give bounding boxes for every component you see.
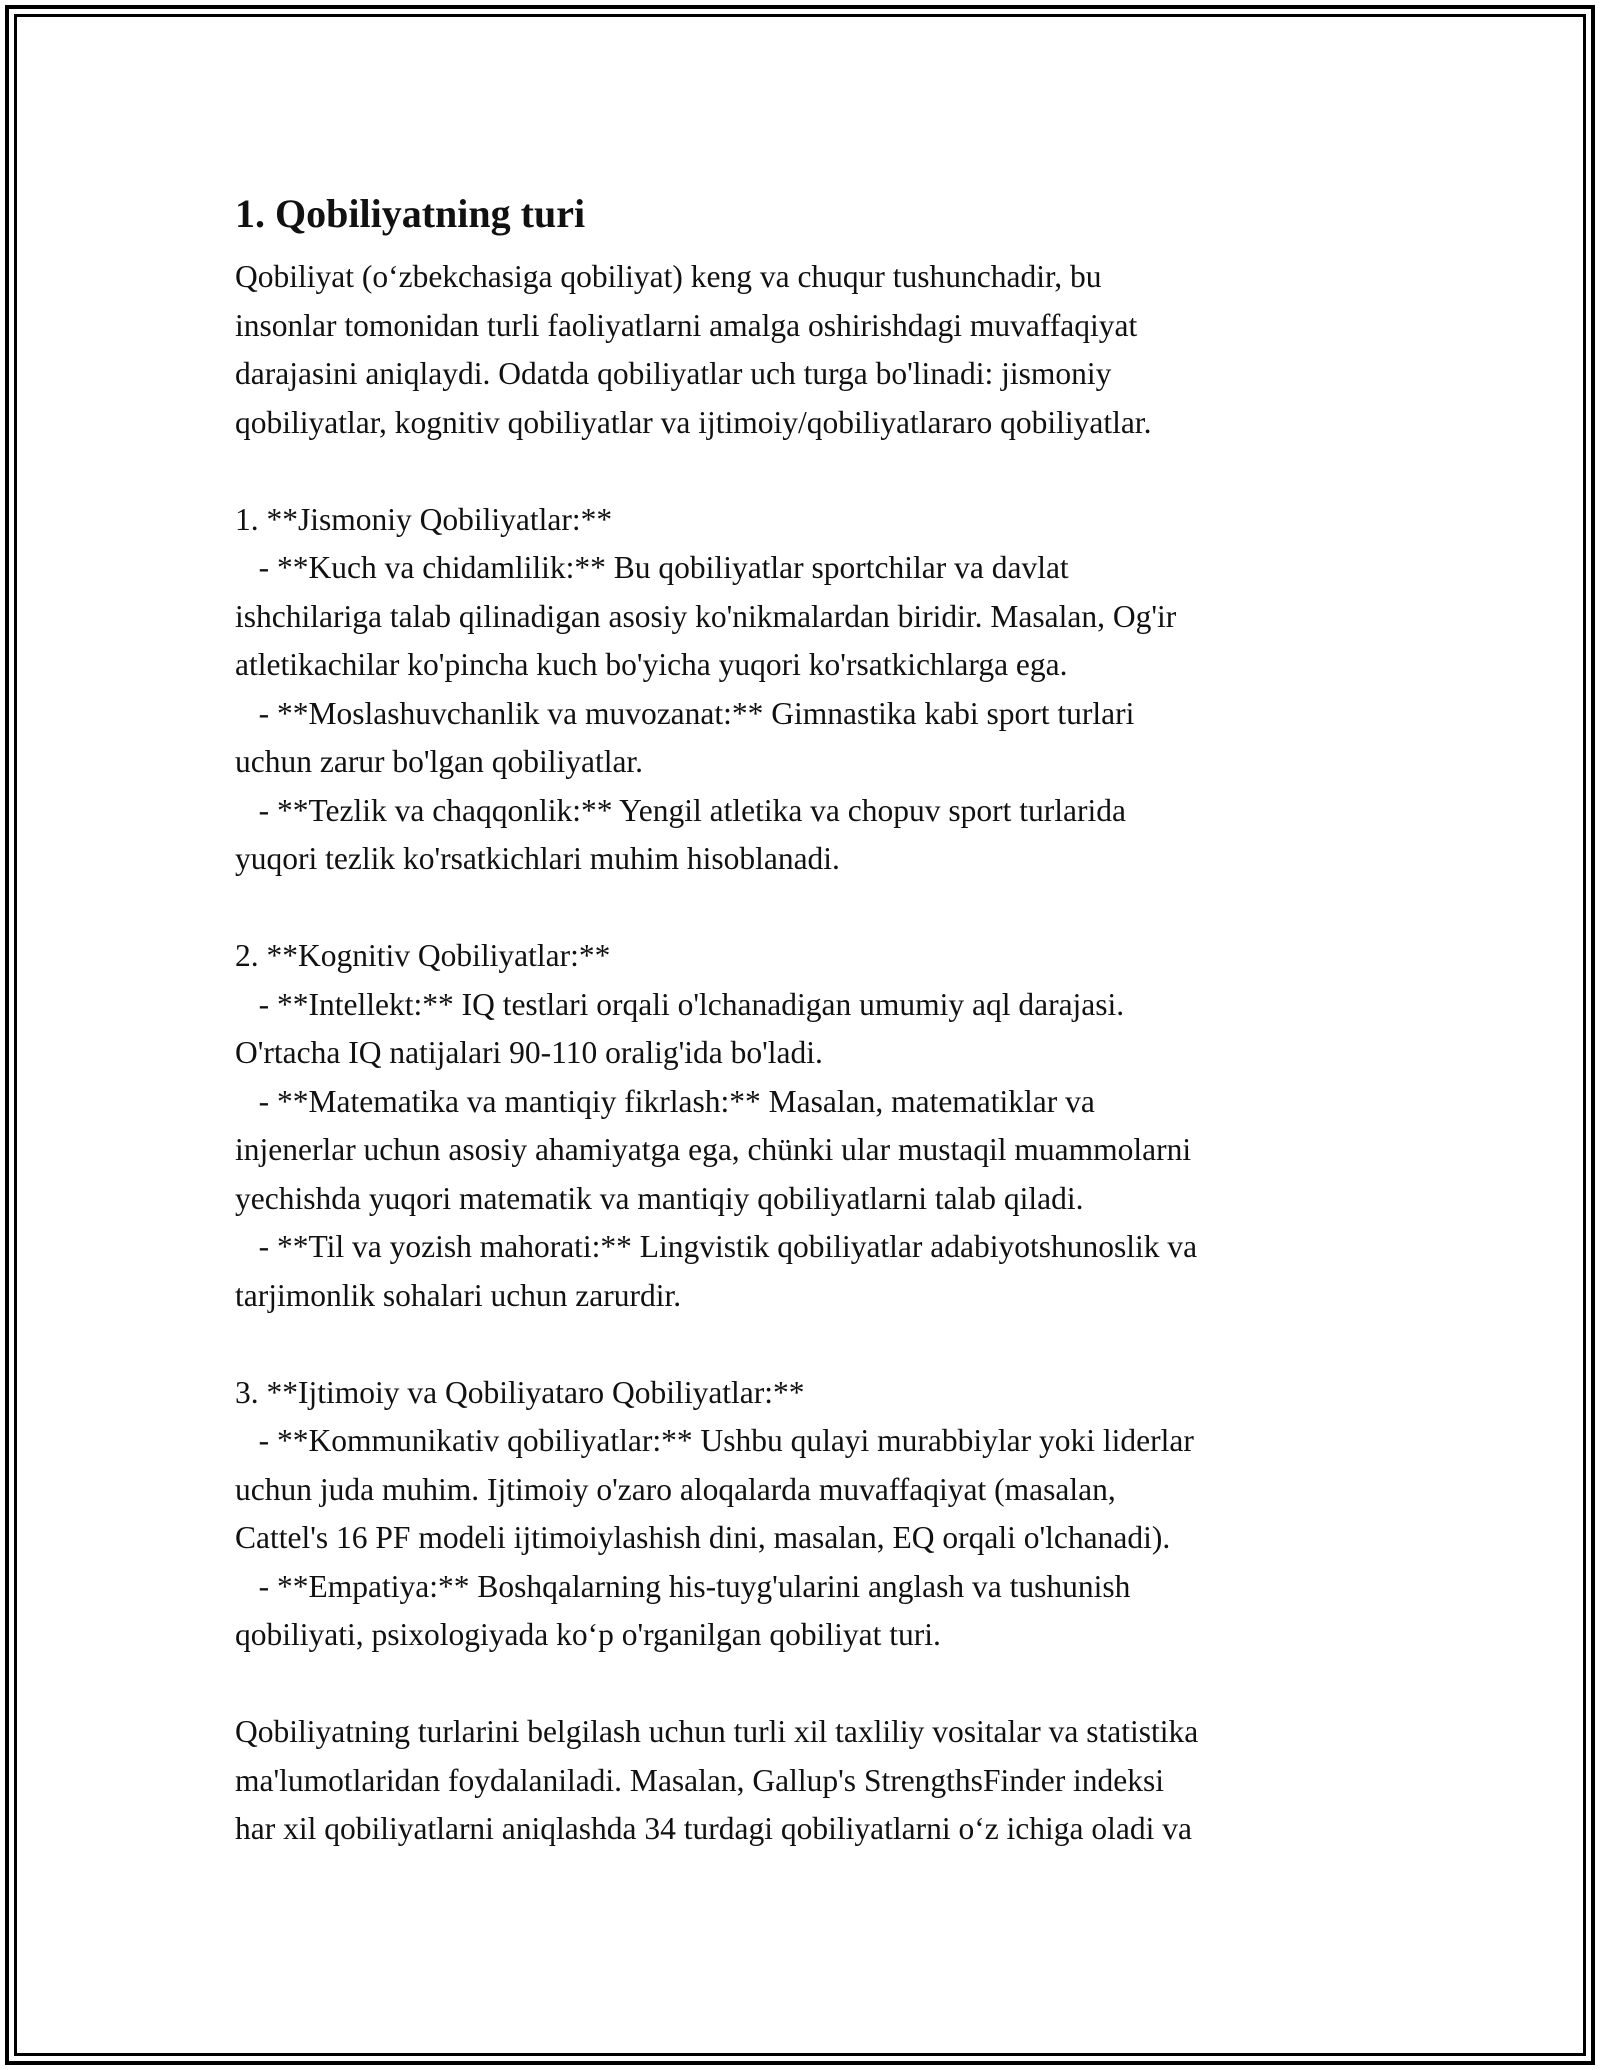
cognitive-abilities-section: 2. **Kognitiv Qobiliyatlar:** - **Intellekt:** IQ testlari orqali o'lchanadigan umumiy aql darajasi. O'rtacha IQ natijalari 90-110 oralig'ida bo'ladi. - **Matematika va mantiqiy fikrlash:** Masalan, matematiklar va injenerlar uchun asosiy ahamiyatga ega, chünki ular mustaqil muammolarni yechishda yuqori matematik va mantiqiy qobiliyatlarni talab qiladi. - **Til va yozish mahorati:** Lingvistik qobiliyatlar adabiyotshunoslik va tarjimonlik sohalari uchun zarurdir. [235,938,1198,1313]
closing-paragraph: Qobiliyatning turlarini belgilash uchun turli xil taxliliy vositalar va statistika ma'lumotlaridan foydalaniladi. Masalan, Gallup's StrengthsFinder indeksi har xil qobiliyatlarni aniqlashda 34 turdagi qobiliyatlarni o‘z ichiga oladi va [235,1714,1199,1846]
social-abilities-section: 3. **Ijtimoiy va Qobiliyataro Qobiliyatlar:** - **Kommunikativ qobiliyatlar:** Ushbu qulayi murabbiylar yoki liderlar uchun juda muhim. Ijtimoiy o'zaro aloqalarda muvaffaqiyat (masalan, Cattel's 16 PF modeli ijtimoiylashish dini, masalan, EQ orqali o'lchanadi). - **Empatiya:** Boshqalarning his-tuyg'ularini anglash va tushunish qobiliyati, psixologiyada ko‘p o'rganilgan qobiliyat turi. [235,1374,1194,1652]
paragraph-gap [235,447,1375,496]
paragraph-gap [235,884,1375,933]
document-body [235,183,1375,1854]
paragraph-gap [235,1320,1375,1369]
intro-paragraph: Qobiliyat (o‘zbekchasiga qobiliyat) keng va chuqur tushunchadir, bu insonlar tomonidan turli faoliyatlarni amalga oshirishdagi muvaffaqiyat darajasini aniqlaydi. Odatda qobiliyatlar uch turga bo'linadi: jismoniy qobiliyatlar, kognitiv qobiliyatlar va ijtimoiy/qobiliyatlararo qobiliyatlar. [235,259,1152,440]
paragraph-gap [235,1660,1375,1709]
section-heading: 1. Qobiliyatning turi [235,191,586,236]
physical-abilities-section: 1. **Jismoniy Qobiliyatlar:** - **Kuch va chidamlilik:** Bu qobiliyatlar sportchilar va davlat ishchilariga talab qilinadigan asosiy ko'nikmalardan biridir. Masalan, Og'ir atletikachilar ko'pincha kuch bo'yicha yuqori ko'rsatkichlarga ega. - **Moslashuvchanlik va muvozanat:** Gimnastika kabi sport turlari uchun zarur bo'lgan qobiliyatlar. - **Tezlik va chaqqonlik:** Yengil atletika va chopuv sport turlarida yuqori tezlik ko'rsatkichlari muhim hisoblanadi. [235,501,1177,876]
